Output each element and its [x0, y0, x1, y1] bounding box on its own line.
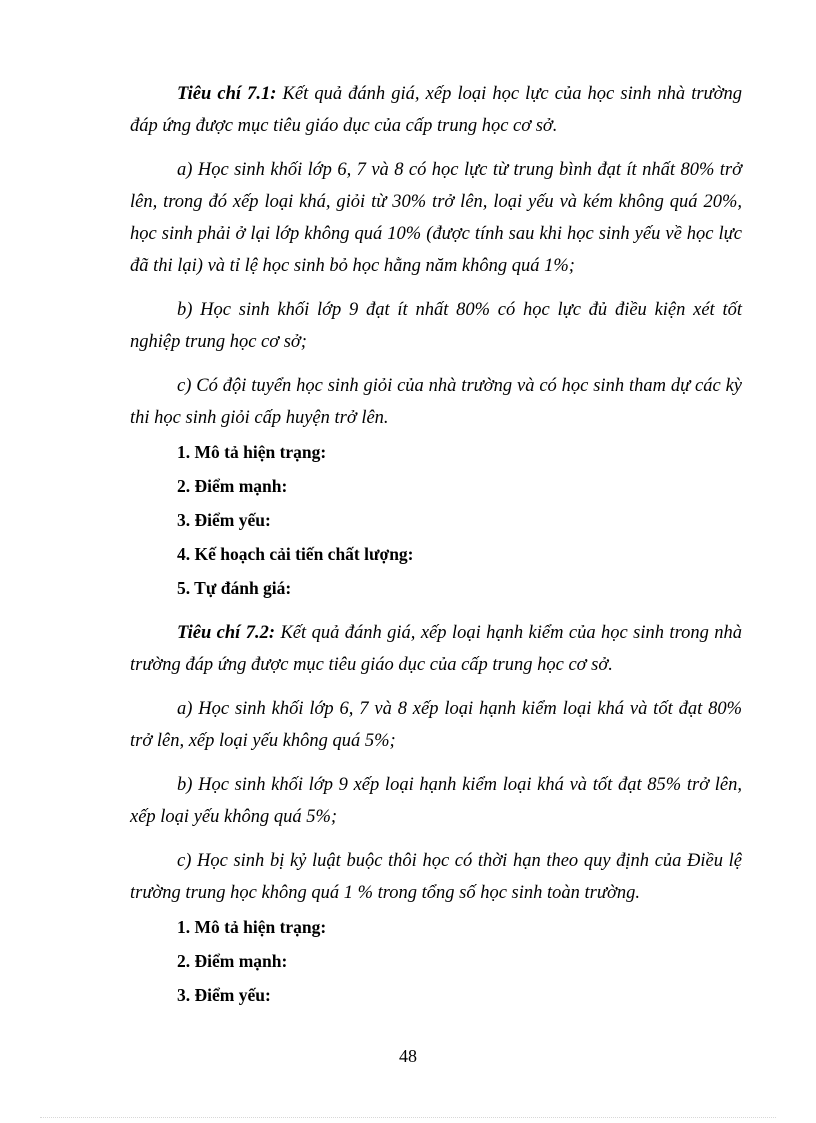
criteria-7-1-item-a: a) Học sinh khối lớp 6, 7 và 8 có học lực từ trung bình đạt ít nhất 80% trở lên, trong đó xếp loại khá, giỏi từ 30% trở lên, loại yếu và kém không quá 20%, học sinh phải ở lại lớp không quá 10% (được tính sau khi học sinh yếu về học lực đã thi lại) và tỉ lệ học sinh bỏ học hằng năm không quá 1%; — [130, 160, 742, 276]
document-body — [130, 78, 742, 1017]
criteria-7-1-section-improvement-plan: 4. Kế hoạch cải tiến chất lượng: — [177, 544, 414, 564]
criteria-7-2-item-c: c) Học sinh bị kỷ luật buộc thôi học có thời hạn theo quy định của Điều lệ trường trung học không quá 1 % trong tổng số học sinh toàn trường. — [130, 851, 742, 903]
criteria-7-1-section-current-state: 1. Mô tả hiện trạng: — [177, 442, 327, 462]
criteria-7-2-text: Kết quả đánh giá, xếp loại hạnh kiểm của học sinh trong nhà trường đáp ứng được mục tiêu giáo dục của cấp trung học cơ sở. — [130, 623, 742, 675]
page-number: 48 — [399, 1046, 417, 1066]
criteria-7-2-label: Tiêu chí 7.2: — [177, 623, 276, 643]
page-bottom-divider — [40, 1117, 776, 1118]
criteria-7-2-item-a: a) Học sinh khối lớp 6, 7 và 8 xếp loại hạnh kiểm loại khá và tốt đạt 80% trở lên, xếp loại yếu không quá 5%; — [130, 699, 742, 751]
criteria-7-2-section-weaknesses: 3. Điểm yếu: — [177, 985, 271, 1005]
criteria-7-1-section-weaknesses: 3. Điểm yếu: — [177, 510, 271, 530]
criteria-7-1-section-self-assessment: 5. Tự đánh giá: — [177, 578, 292, 598]
criteria-7-2-section-current-state: 1. Mô tả hiện trạng: — [177, 917, 327, 937]
criteria-7-1-heading — [130, 78, 742, 142]
criteria-7-1-item-b: b) Học sinh khối lớp 9 đạt ít nhất 80% có học lực đủ điều kiện xét tốt nghiệp trung học cơ sở; — [130, 300, 742, 352]
criteria-7-2-item-b: b) Học sinh khối lớp 9 xếp loại hạnh kiểm loại khá và tốt đạt 85% trở lên, xếp loại yếu không quá 5%; — [130, 775, 742, 827]
criteria-7-1-label: Tiêu chí 7.1: — [177, 84, 277, 104]
criteria-7-1-text: Kết quả đánh giá, xếp loại học lực của học sinh nhà trường đáp ứng được mục tiêu giáo dục của cấp trung học cơ sở. — [130, 84, 742, 136]
criteria-7-1-item-c: c) Có đội tuyển học sinh giỏi của nhà trường và có học sinh tham dự các kỳ thi học sinh giỏi cấp huyện trở lên. — [130, 376, 742, 428]
criteria-7-2-section-strengths: 2. Điểm mạnh: — [177, 951, 288, 971]
criteria-7-1-section-strengths: 2. Điểm mạnh: — [177, 476, 288, 496]
criteria-7-2-heading — [130, 617, 742, 681]
